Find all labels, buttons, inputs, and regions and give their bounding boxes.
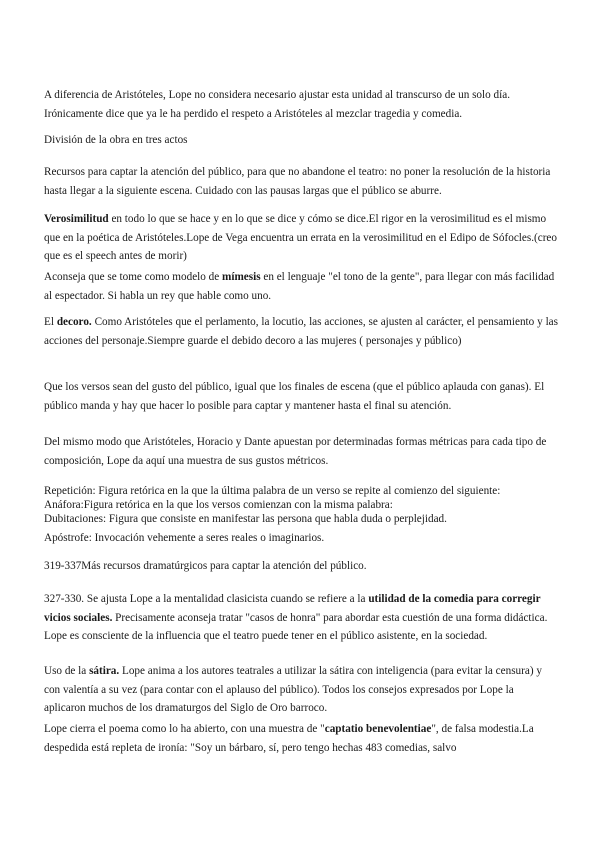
paragraph-utility: [44, 590, 558, 646]
paragraph-apostrofe: Apóstrofe: Invocación vehemente a seres reales o imaginarios.: [44, 532, 325, 544]
paragraph-verosimilitud: [44, 210, 558, 266]
paragraph-mimesis: [44, 268, 558, 305]
paragraph-text: Precisamente aconseja tratar "casos de honra" para abordar esta cuestión de una forma didáctica. Lope es consciente de la influencia que el teatro puede tener en el público asistente, en la sociedad.: [44, 611, 548, 642]
paragraph-text: Lope cierra el poema como lo ha abierto, con una muestra de ": [44, 723, 325, 735]
paragraph-text: El: [44, 316, 57, 328]
paragraph-text: ", de falsa modestia.La despedida está repleta de ironía: "Soy un bárbaro, sí, pero tengo hechas 483 comedias, salvo: [44, 723, 534, 754]
term-utilidad: utilidad de la comedia para corregir vicios sociales.: [44, 593, 541, 624]
paragraph-unity-of-time: A diferencia de Aristóteles, Lope no considera necesario ajustar esta unidad al transcurso de un solo día. Irónicamente dice que ya le ha perdido el respeto a Aristóteles al mezclar tragedia y comedia.: [44, 89, 510, 120]
paragraph-text: 327-330. Se ajusta Lope a la mentalidad clasicista cuando se refiere a la: [44, 593, 369, 605]
paragraph-text: en todo lo que se hace y en lo que se dice y cómo se dice.El rigor en la verosimilitud es el mismo que en la poética de Aristóteles.Lope de Vega encuentra un errata en la verosimilitud en el Edipo de Sófocles.(creo que es el speech antes de morir): [44, 213, 557, 262]
paragraph-text: Como Aristóteles que el perlamento, la locutio, las acciones, se ajusten al carácter, el pensamiento y las acciones del personaje.Siempre guarde el debido decoro a las mujeres ( personajes y público): [44, 316, 558, 347]
paragraph-text: Uso de la: [44, 665, 90, 677]
term-satira: sátira.: [89, 665, 120, 677]
term-captatio: captatio benevolentiae: [324, 723, 432, 735]
paragraph-decoro: [44, 313, 558, 350]
term-verosimilitud: Verosimilitud: [44, 213, 109, 225]
figure-dubitaciones: Dubitaciones: Figura que consiste en manifestar las persona que habla duda o perplejidad.: [44, 513, 447, 525]
paragraph-satira: [44, 662, 558, 718]
paragraph-more-resources: 319-337Más recursos dramatúrgicos para captar la atención del público.: [44, 560, 367, 572]
paragraph-captatio: [44, 720, 558, 757]
rhetorical-figures-list: [44, 484, 558, 526]
term-mimesis: mímesis: [222, 271, 261, 283]
paragraph-verses-taste: Que los versos sean del gusto del público, igual que los finales de escena (que el público aplauda con ganas). El público manda y hay que hacer lo posible para captar y mantener hasta el final su atención.: [44, 381, 545, 412]
term-decoro: decoro.: [56, 316, 92, 328]
paragraph-text: Aconseja que se tome como modelo de: [44, 271, 223, 283]
paragraph-audience-attention: Recursos para captar la atención del público, para que no abandone el teatro: no poner la resolución de la historia hasta llegar a la siguiente escena. Cuidado con las pausas largas que el público se aburre.: [44, 166, 551, 197]
figure-repeticion: Repetición: Figura retórica en la que la última palabra de un verso se repite al comienzo del siguiente:: [44, 485, 501, 497]
paragraph-metric-forms: Del mismo modo que Aristóteles, Horacio y Dante apuestan por determinadas formas métricas para cada tipo de composición, Lope da aquí una muestra de sus gustos métricos.: [44, 436, 547, 467]
figure-anafora: Anáfora:Figura retórica en la que los versos comienzan con la misma palabra:: [44, 499, 393, 511]
paragraph-text: Lope anima a los autores teatrales a utilizar la sátira con inteligencia (para evitar la censura) y con valentía a su vez (para contar con el aplauso del público). Todos los consejos expresados por Lope la aplicaron muchos de los dramaturgos del Siglo de Oro barroco.: [44, 665, 542, 714]
paragraph-text: en el lenguaje "el tono de la gente", para llegar con más facilidad al espectador. Si habla un rey que hable como uno.: [44, 271, 555, 302]
paragraph-three-acts: División de la obra en tres actos: [44, 134, 188, 146]
